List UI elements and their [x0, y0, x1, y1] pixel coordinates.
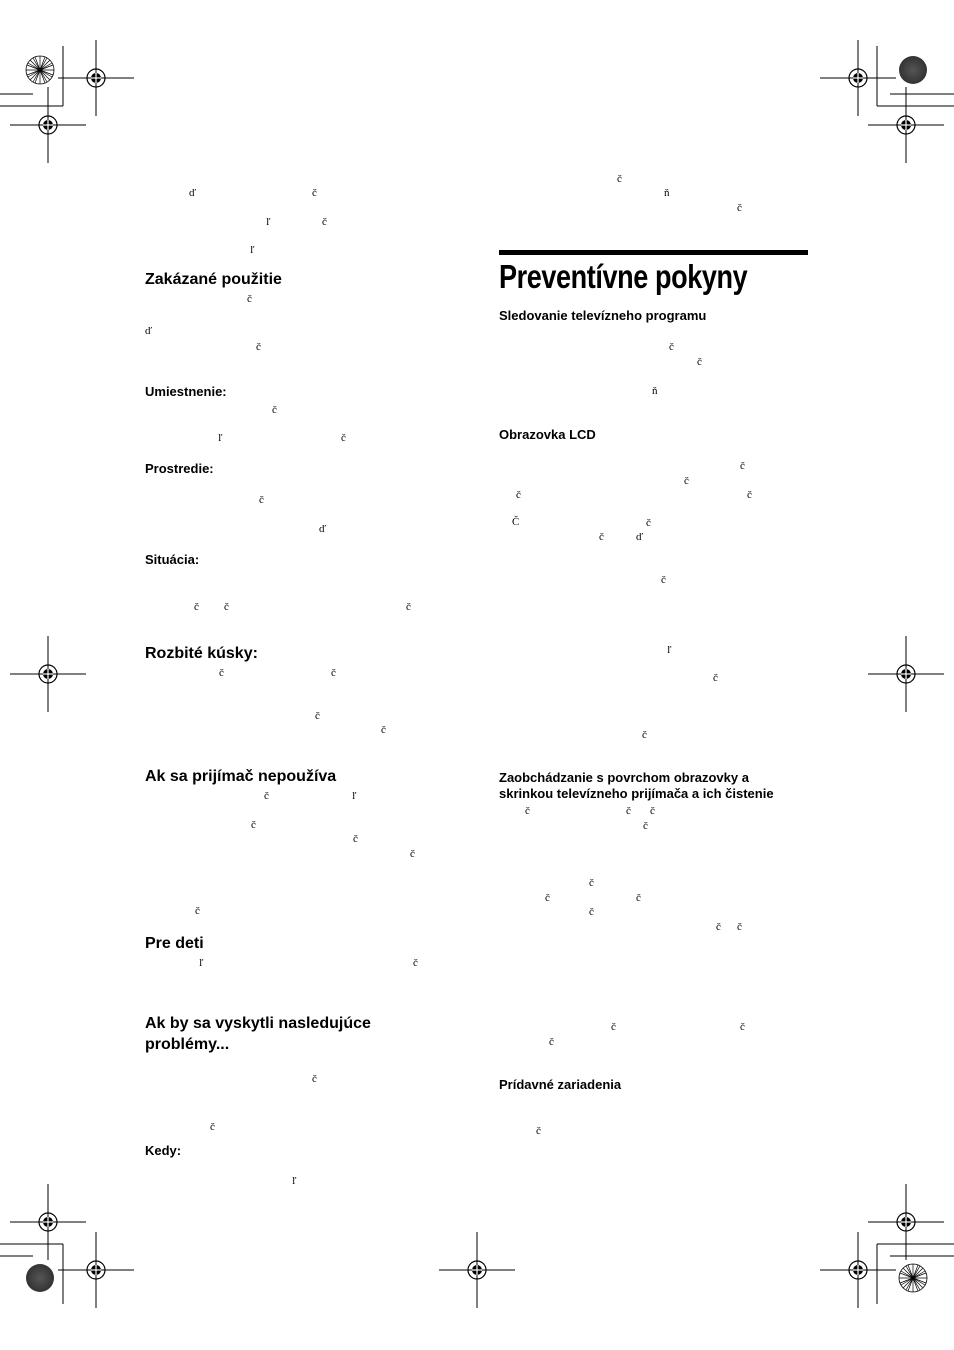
- text-fragment: č: [224, 601, 229, 613]
- text-fragment: ď: [189, 187, 197, 199]
- text-fragment: ď: [636, 531, 644, 543]
- text-fragment: č: [312, 187, 317, 199]
- text-fragment: č: [617, 173, 622, 185]
- heading-pre-deti: Pre deti: [145, 935, 204, 952]
- heading-ak-sa-prijimac-nepouziva: Ak sa prijímač nepoužíva: [145, 768, 337, 785]
- label-kedy: Kedy:: [145, 1143, 182, 1158]
- heading-sledovanie-televizneho-programu: Sledovanie televízneho programu: [499, 308, 707, 323]
- text-fragment: ď: [145, 325, 153, 337]
- text-fragment: č: [195, 905, 200, 917]
- text-fragment: č: [256, 341, 261, 353]
- page-title: Preventívne pokyny: [499, 258, 748, 295]
- text-fragment: č: [353, 833, 358, 845]
- text-fragment: č: [272, 404, 277, 416]
- text-fragment: č: [713, 672, 718, 684]
- text-fragment: č: [643, 820, 648, 832]
- text-fragment: č: [599, 531, 604, 543]
- text-fragment: č: [737, 921, 742, 933]
- text-fragment: č: [406, 601, 411, 613]
- text-fragment: č: [247, 293, 252, 305]
- text-fragment: ľ: [352, 790, 357, 802]
- text-fragment: ľ: [292, 1175, 297, 1187]
- text-fragment: ň: [664, 187, 670, 199]
- heading-zakazane-pouzitie: Zakázané použitie: [145, 271, 282, 288]
- text-fragment: č: [642, 729, 647, 741]
- heading-pridavne-zariadenia: Prídavné zariadenia: [499, 1077, 622, 1092]
- text-fragment: č: [413, 957, 418, 969]
- text-fragment: č: [589, 877, 594, 889]
- text-fragment: č: [525, 805, 530, 817]
- text-fragment: č: [331, 667, 336, 679]
- text-fragment: ň: [652, 385, 658, 397]
- text-fragment: č: [636, 892, 641, 904]
- text-fragment: č: [626, 805, 631, 817]
- text-fragment: č: [747, 489, 752, 501]
- text-fragment: č: [737, 202, 742, 214]
- text-fragment: č: [312, 1073, 317, 1085]
- label-prostredie: Prostredie:: [145, 461, 214, 476]
- text-fragment: č: [716, 921, 721, 933]
- text-fragment: č: [661, 574, 666, 586]
- text-fragment: č: [740, 1021, 745, 1033]
- text-fragment: č: [545, 892, 550, 904]
- text-fragment: č: [611, 1021, 616, 1033]
- text-fragment: č: [669, 341, 674, 353]
- text-fragment: č: [219, 667, 224, 679]
- text-fragment: č: [646, 517, 651, 529]
- text-fragment: č: [381, 724, 386, 736]
- text-fragment: č: [589, 906, 594, 918]
- text-fragment: ľ: [218, 432, 223, 444]
- text-fragment: č: [536, 1125, 541, 1137]
- heading-zaobchadzanie-line2: skrinkou televízneho prijímača a ich čistenie: [499, 786, 774, 801]
- text-fragment: č: [516, 489, 521, 501]
- text-fragment: č: [549, 1036, 554, 1048]
- label-umiestnenie: Umiestnenie:: [145, 384, 227, 399]
- text-fragment: č: [259, 494, 264, 506]
- text-fragment: č: [740, 460, 745, 472]
- heading-ak-by-sa-vyskytli-line1: Ak by sa vyskytli nasledujúce: [145, 1015, 371, 1032]
- label-situacia: Situácia:: [145, 552, 200, 567]
- text-fragment: č: [210, 1121, 215, 1133]
- heading-obrazovka-lcd: Obrazovka LCD: [499, 427, 596, 442]
- text-fragment: ľ: [250, 244, 255, 256]
- text-fragment: č: [697, 356, 702, 368]
- heading-zaobchadzanie-line1: Zaobchádzanie s povrchom obrazovky a: [499, 770, 749, 785]
- text-fragment: č: [315, 710, 320, 722]
- text-fragment: ď: [319, 523, 327, 535]
- text-fragment: č: [650, 805, 655, 817]
- heading-ak-by-sa-vyskytli-line2: problémy...: [145, 1036, 230, 1053]
- text-fragment: č: [322, 216, 327, 228]
- text-fragment: Č: [512, 516, 520, 528]
- text-fragment: č: [251, 819, 256, 831]
- heading-rozbite-kusky: Rozbité kúsky:: [145, 645, 258, 662]
- text-fragment: č: [264, 790, 269, 802]
- text-fragment: č: [194, 601, 199, 613]
- text-fragment: č: [410, 848, 415, 860]
- title-rule: [499, 250, 808, 255]
- text-fragment: ľ: [667, 644, 672, 656]
- text-fragment: č: [684, 475, 689, 487]
- text-fragment: ľ: [199, 957, 204, 969]
- text-fragment: č: [341, 432, 346, 444]
- text-fragment: ľ: [266, 216, 271, 228]
